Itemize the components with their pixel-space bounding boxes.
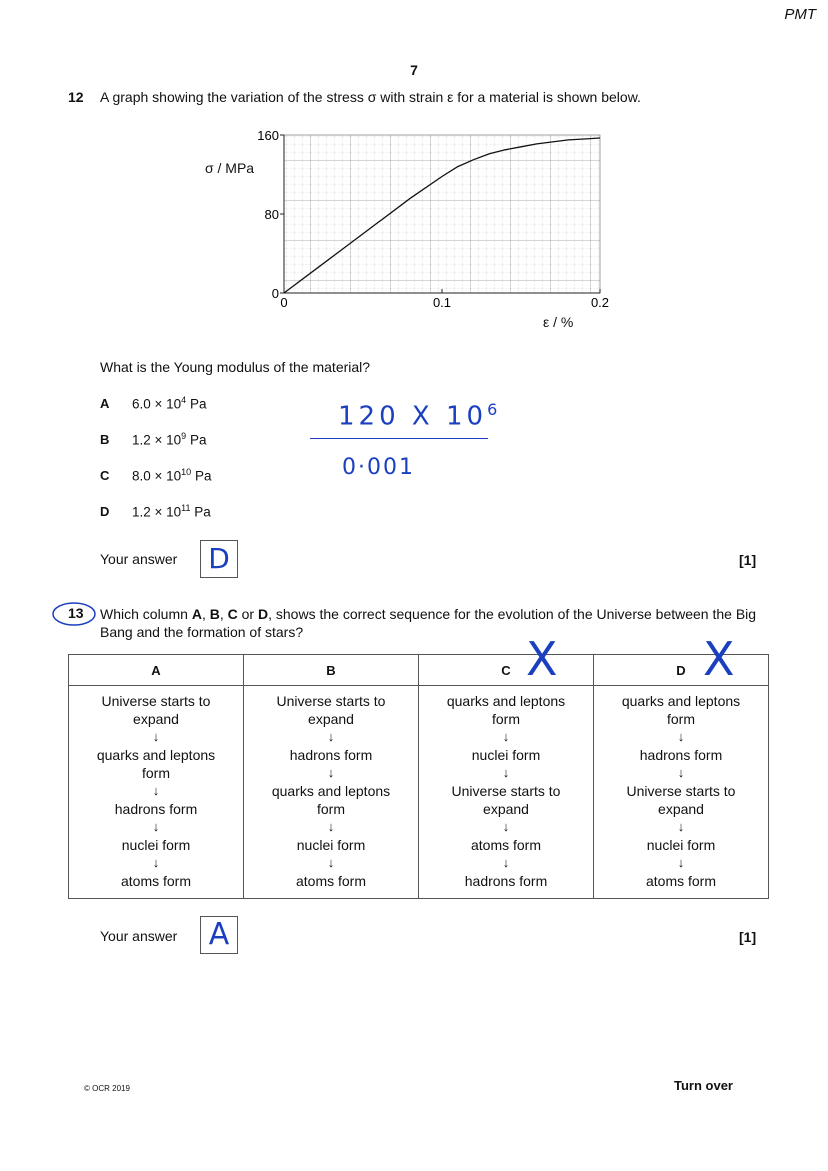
option-d-value xyxy=(132,503,211,520)
sequence-arrow: ↓ xyxy=(152,783,160,798)
option-c-value xyxy=(132,467,211,484)
sequence-arrow: ↓ xyxy=(677,729,685,744)
sequence-step: nuclei form xyxy=(646,837,716,853)
option-b-value xyxy=(132,431,206,448)
x-tick-label: 0 xyxy=(280,295,288,310)
sequence-arrow: ↓ xyxy=(677,765,685,780)
sequence-arrow: ↓ xyxy=(152,819,160,834)
turn-over: Turn over xyxy=(674,1078,733,1093)
q12-answer-label: Your answer xyxy=(100,551,178,567)
numerator-base: 120 X 10 xyxy=(338,401,488,432)
sequence-step: Universe starts to expand xyxy=(626,783,736,817)
sequence-step: nuclei form xyxy=(471,747,541,763)
column-c-heading: C xyxy=(419,655,594,686)
option-a-value xyxy=(132,395,206,412)
q12-number: 12 xyxy=(68,89,84,105)
y-tick-label: 160 xyxy=(257,128,279,143)
option-mantissa: 1.2 × 10 xyxy=(132,504,182,520)
option-a-letter: A xyxy=(100,396,110,411)
q13-text-part: , xyxy=(201,606,210,622)
option-exponent: 4 xyxy=(181,395,187,405)
column-b-heading: B xyxy=(244,655,419,686)
option-unit: Pa xyxy=(191,468,212,484)
q13-text-part: or xyxy=(237,606,258,622)
sequence-step: atoms form xyxy=(645,873,716,889)
q12-marks: [1] xyxy=(739,552,757,568)
sequence-arrow: ↓ xyxy=(152,855,160,870)
sequence-step: nuclei form xyxy=(121,837,191,853)
sequence-step: quarks and leptons form xyxy=(446,693,566,727)
q13-text-letter: A xyxy=(191,606,202,622)
option-mantissa: 8.0 × 10 xyxy=(132,468,182,484)
y-tick-label: 0 xyxy=(271,286,279,301)
sequence-arrow: ↓ xyxy=(502,855,510,870)
option-exponent: 10 xyxy=(181,467,192,477)
fraction-line xyxy=(310,438,488,439)
column-a-sequence xyxy=(69,686,244,899)
x-tick-label: 0.1 xyxy=(432,295,452,310)
q13-answer-box[interactable] xyxy=(200,916,238,954)
sequence-step: quarks and leptons form xyxy=(96,747,216,781)
sequence-arrow: ↓ xyxy=(677,855,685,870)
sequence-step: quarks and leptons form xyxy=(621,693,741,727)
sequence-step: Universe starts to expand xyxy=(451,783,561,817)
q13-text-letter: B xyxy=(209,606,220,622)
sequence-arrow: ↓ xyxy=(327,855,335,870)
option-mantissa: 6.0 × 10 xyxy=(132,396,182,412)
page-number: 7 xyxy=(410,62,418,78)
option-b-letter: B xyxy=(100,432,110,447)
sequence-step: hadrons form xyxy=(289,747,373,763)
stress-strain-graph xyxy=(190,120,630,335)
sequence-step: hadrons form xyxy=(464,873,548,889)
sequence-step: atoms form xyxy=(470,837,541,853)
q12-answer-box[interactable] xyxy=(200,540,238,578)
option-unit: Pa xyxy=(186,432,207,448)
option-c-letter: C xyxy=(100,468,110,483)
q12-prompt: What is the Young modulus of the material? xyxy=(100,359,371,375)
handwritten-numerator xyxy=(338,400,501,432)
sequence-step: nuclei form xyxy=(296,837,366,853)
sequence-arrow: ↓ xyxy=(502,729,510,744)
column-c-sequence xyxy=(419,686,594,899)
copyright: © OCR 2019 xyxy=(84,1084,130,1093)
y-tick-label: 80 xyxy=(264,207,279,222)
sequence-arrow: ↓ xyxy=(152,729,160,744)
sequence-step: quarks and leptons form xyxy=(271,783,391,817)
q13-answer-label: Your answer xyxy=(100,928,178,944)
evolution-table xyxy=(68,654,769,899)
q13-text-letter: C xyxy=(227,606,238,622)
sequence-arrow: ↓ xyxy=(327,729,335,744)
sequence-step: Universe starts to expand xyxy=(101,693,211,727)
column-b-sequence xyxy=(244,686,419,899)
option-mantissa: 1.2 × 10 xyxy=(132,432,182,448)
sequence-arrow: ↓ xyxy=(327,765,335,780)
q13-text-part: Which column xyxy=(100,606,192,622)
option-d-letter: D xyxy=(100,504,110,519)
sequence-step: Universe starts to expand xyxy=(276,693,386,727)
q12-answer-value: D xyxy=(208,542,230,575)
q13-text-part: , xyxy=(219,606,228,622)
pmt-watermark: PMT xyxy=(784,6,816,23)
column-d-heading: D xyxy=(594,655,769,686)
option-unit: Pa xyxy=(186,396,207,412)
numerator-exponent: 6 xyxy=(487,400,502,419)
sequence-step: atoms form xyxy=(120,873,191,889)
option-unit: Pa xyxy=(190,504,211,520)
option-exponent: 11 xyxy=(181,503,191,513)
option-exponent: 9 xyxy=(181,431,187,441)
cross-mark-column-c: X xyxy=(526,632,558,686)
x-axis-label: ε / % xyxy=(543,314,574,330)
q13-text-part: , shows the correct sequence for the evolution of the Universe between the Big Bang and the formation of stars? xyxy=(100,606,757,640)
q12-text: A graph showing the variation of the stress σ with strain ε for a material is shown below. xyxy=(100,89,641,105)
x-tick-label: 0.2 xyxy=(590,295,610,310)
q13-text xyxy=(100,605,765,641)
sequence-arrow: ↓ xyxy=(327,819,335,834)
cross-mark-column-d: X xyxy=(703,632,735,686)
q13-marks: [1] xyxy=(739,929,757,945)
column-a-heading: A xyxy=(69,655,244,686)
plot-area xyxy=(284,135,600,293)
q13-number: 13 xyxy=(68,605,84,621)
sequence-step: hadrons form xyxy=(114,801,198,817)
sequence-arrow: ↓ xyxy=(502,765,510,780)
handwritten-denominator: 0·001 xyxy=(342,455,415,480)
y-axis-label: σ / MPa xyxy=(205,160,255,176)
sequence-arrow: ↓ xyxy=(502,819,510,834)
sequence-step: hadrons form xyxy=(639,747,723,763)
coarse-grid xyxy=(284,135,600,293)
sequence-step: atoms form xyxy=(295,873,366,889)
column-d-sequence xyxy=(594,686,769,899)
q13-answer-value: A xyxy=(208,917,230,952)
sequence-arrow: ↓ xyxy=(677,819,685,834)
q13-text-letter: D xyxy=(257,606,269,622)
